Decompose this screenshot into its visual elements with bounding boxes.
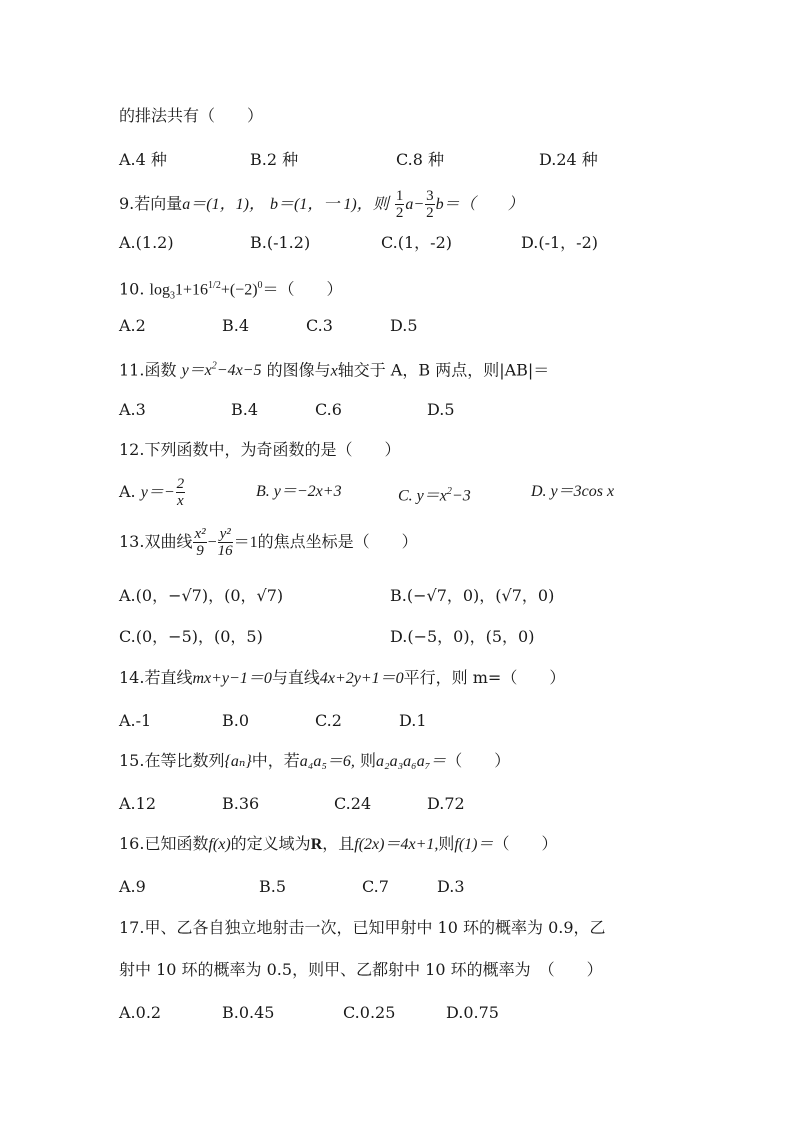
q12-option-c — [398, 482, 471, 506]
q16-cond: f(2x)＝4x+1, — [354, 836, 439, 853]
q12-option-d: D. y＝3cos x — [531, 483, 615, 500]
q17-option-d: D.0.75 — [446, 1003, 499, 1022]
q16-pre: 已知函数 — [144, 834, 209, 853]
q15-tail: （ ） — [446, 751, 511, 770]
q17-stem-line2: 射中 10 环的概率为 0.5，则甲、乙都射中 10 环的概率为 （ ） — [119, 960, 603, 979]
q16-option-a: A.9 — [119, 877, 146, 896]
square: 2 — [211, 361, 217, 372]
q13-option-d: D.(−5，0)，(5，0) — [390, 627, 535, 646]
q15-option-b: B.36 — [222, 794, 260, 813]
q9-b-def: b＝(1，一 1)，则 — [270, 196, 389, 213]
q17-option-b: B.0.45 — [222, 1003, 275, 1022]
q11-number: 11. — [119, 360, 145, 380]
q9-tail: b＝（ ） — [435, 196, 524, 213]
q16-option-d: D.3 — [437, 877, 465, 896]
q15-option-d: D.72 — [427, 794, 465, 813]
q11-option-c: C.6 — [315, 400, 342, 419]
q16-then: 则 — [438, 834, 455, 853]
q16-stem — [119, 834, 558, 855]
q14-option-b: B.0 — [222, 711, 250, 730]
q11-option-b: B.4 — [231, 400, 259, 419]
frac-num: x² — [194, 526, 206, 542]
q14-pre: 若直线 — [144, 668, 193, 687]
q11-x: x — [330, 362, 338, 380]
q9-frac-three-halves — [425, 188, 435, 221]
q13-option-c: C.(0，−5)，(0，5) — [119, 627, 263, 646]
q9-option-c: C.(1，-2) — [381, 233, 453, 252]
option-expr: −3 — [451, 487, 471, 505]
q13-option-b: B.(−√7，0)，(√7，0) — [390, 586, 555, 605]
q16-mid2: ，且 — [322, 834, 355, 853]
q14-eq1: mx+y−1＝0 — [192, 670, 272, 687]
q12-option-b: B. y＝−2x+3 — [256, 483, 342, 500]
q16-mid: 的定义域为 — [230, 834, 311, 853]
q9-pre: 若向量 — [134, 194, 183, 213]
q10-number: 10. — [119, 279, 145, 299]
q15-option-c: C.24 — [334, 794, 372, 813]
q15-option-a: A.12 — [119, 794, 156, 813]
q9-option-d: D.(-1，-2) — [521, 233, 599, 252]
q10-mid: 1+16 — [175, 281, 209, 299]
q8-option-a: A.4 种 — [119, 150, 167, 169]
q14-eq2: 4x+2y+1＝0 — [319, 670, 404, 687]
q15-number: 15. — [119, 751, 145, 770]
q10-expr-tail: +(−2) — [220, 281, 258, 299]
q15-pre: 在等比数列 — [144, 751, 225, 770]
q10-option-d: D.5 — [390, 316, 418, 335]
q17-option-c: C.0.25 — [343, 1003, 396, 1022]
q9-a-def: a＝(1，1)， — [182, 196, 265, 213]
q13-frac-x — [193, 526, 206, 559]
q13-number: 13. — [119, 532, 145, 551]
q12-frac — [176, 476, 186, 509]
q8-option-b: B.2 种 — [250, 150, 299, 169]
q10-log: log — [149, 281, 170, 299]
q12-stem — [119, 440, 400, 460]
expr-part: y＝x — [181, 362, 212, 380]
q16-number: 16. — [119, 834, 145, 853]
q8-stem: 的排法共有（ ） — [119, 106, 264, 125]
q17-option-a: A.0.2 — [119, 1003, 162, 1022]
square: 2 — [446, 486, 452, 497]
q10-option-a: A.2 — [119, 316, 146, 335]
q15-seq: {aₙ} — [224, 753, 252, 770]
q11-option-a: A.3 — [119, 400, 146, 419]
q10-zero-exp: 0 — [257, 280, 263, 291]
q11-stem — [119, 357, 549, 381]
frac-num: 3 — [426, 188, 434, 204]
frac-num: 2 — [176, 476, 185, 492]
q11-tail: 轴交于 A，B 两点，则|AB|＝ — [337, 360, 550, 380]
q15-expr: a₂a₃a₆a₇＝ — [376, 753, 447, 770]
q12-number: 12. — [119, 440, 145, 459]
q16-f1: f(1)＝ — [454, 836, 494, 853]
q10-exponent: 1/2 — [208, 280, 221, 291]
expr-part: −4x−5 — [216, 362, 262, 380]
q14-number: 14. — [119, 668, 145, 687]
q11-option-d: D.5 — [427, 400, 455, 419]
q10-option-b: B.4 — [222, 316, 250, 335]
q10-option-c: C.3 — [306, 316, 333, 335]
frac-den: x — [177, 493, 184, 509]
frac-den: 2 — [426, 205, 434, 221]
q11-expr — [182, 362, 262, 379]
q12-option-a — [119, 476, 186, 509]
frac-den: 16 — [217, 543, 233, 559]
q10-stem — [119, 276, 343, 307]
q11-pre: 函数 — [144, 360, 177, 380]
q11-mid: 的图像与 — [266, 360, 331, 380]
minus: − — [207, 534, 217, 551]
option-expr: y＝− — [140, 484, 175, 501]
frac-den: 2 — [395, 205, 404, 221]
q16-option-b: B.5 — [259, 877, 287, 896]
q14-tail: 平行，则 m=（ ） — [403, 668, 566, 687]
q16-option-c: C.7 — [362, 877, 389, 896]
q9-option-a: A.(1.2) — [119, 233, 174, 252]
q10-log-base: 3 — [170, 290, 175, 302]
option-label: A. — [119, 482, 136, 501]
q15-mid: 中，若 — [251, 751, 300, 770]
q17-stem-line1: 17.甲、乙各自独立地射击一次，已知甲射中 10 环的概率为 0.9，乙 — [119, 918, 606, 937]
frac-num: 1 — [395, 188, 404, 204]
q13-option-a: A.(0，−√7)，(0，√7) — [119, 586, 284, 605]
q14-option-d: D.1 — [399, 711, 427, 730]
q14-option-c: C.2 — [315, 711, 342, 730]
frac-den: 9 — [196, 543, 204, 559]
q9-stem — [119, 188, 524, 221]
q14-option-a: A.-1 — [119, 711, 152, 730]
q13-frac-y — [218, 526, 233, 559]
q12-text: 下列函数中，为奇函数的是（ ） — [144, 440, 401, 459]
q14-mid: 与直线 — [271, 668, 320, 687]
q9-a: a− — [405, 196, 425, 213]
q10-tail: ＝（ ） — [262, 279, 343, 299]
equals-one: ＝1 — [233, 534, 258, 551]
q8-option-c: C.8 种 — [396, 150, 445, 169]
q13-tail: 的焦点坐标是（ ） — [257, 532, 418, 551]
q8-option-d: D.24 种 — [539, 150, 598, 169]
q15-cond: a₄a₅＝6, — [299, 753, 355, 770]
exp-den: 2 — [215, 280, 221, 291]
q13-stem — [119, 526, 418, 559]
option-expr: C. y＝x — [398, 487, 447, 505]
q16-real-set: R — [310, 836, 323, 853]
q9-option-b: B.(-1.2) — [250, 233, 311, 252]
q9-frac-half — [395, 188, 405, 221]
q16-fx: f(x) — [208, 836, 231, 853]
exp-num: 1 — [208, 280, 214, 291]
q9-number: 9. — [119, 194, 135, 213]
q16-tail: （ ） — [493, 834, 558, 853]
q15-then: 则 — [360, 751, 377, 770]
q14-stem — [119, 668, 565, 689]
frac-num: y² — [219, 526, 231, 542]
q15-stem — [119, 751, 510, 772]
q13-pre: 双曲线 — [144, 532, 193, 551]
